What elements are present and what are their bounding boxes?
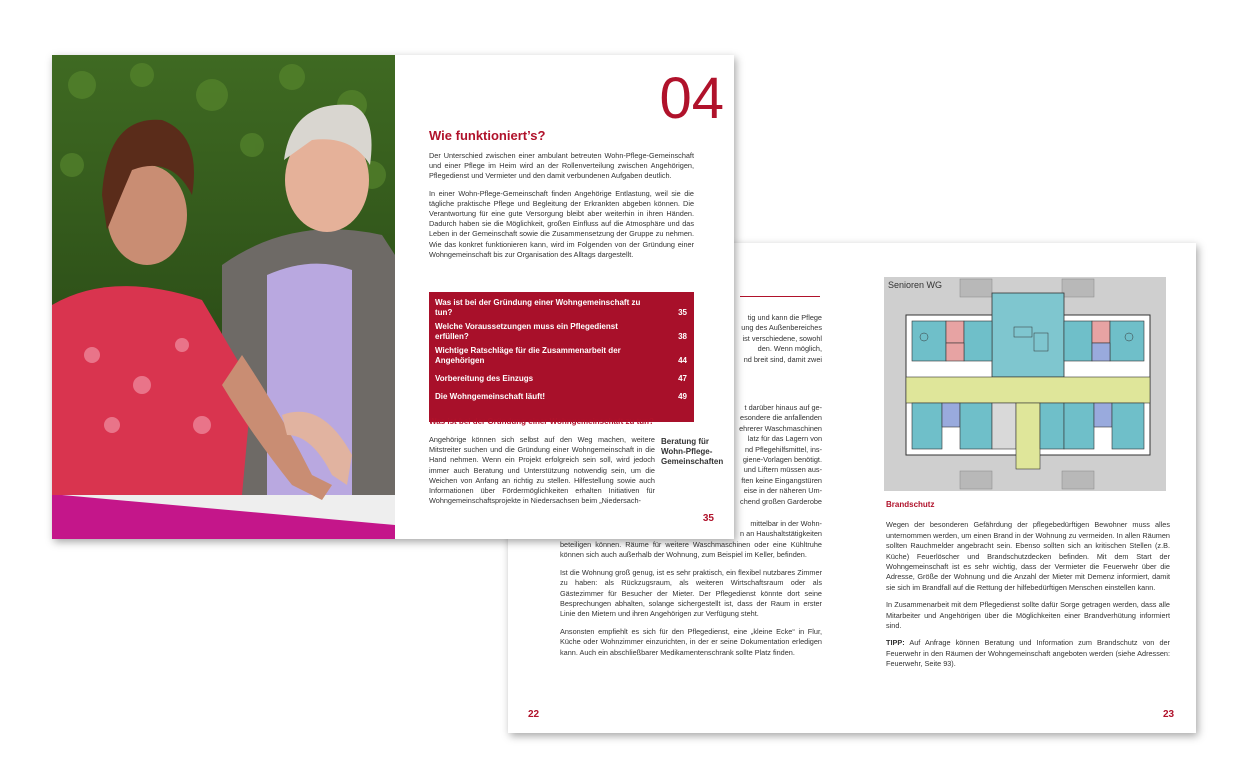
toc-item[interactable]: [435, 392, 687, 402]
peek-line: tig und kann die Pflege: [747, 313, 822, 322]
peek-line: nd breit sind, damit zwei: [743, 354, 822, 364]
left-page-rule: [740, 296, 820, 297]
cover-photo: [52, 55, 395, 539]
toc-item-title: Welche Voraussetzungen muss ein Pflegedienst erfüllen?: [435, 322, 618, 341]
floor-plan-title: Senioren WG: [888, 280, 943, 290]
toc-item-page: 35: [678, 308, 687, 317]
subheading: Was ist bei der Gründung einer Wohngemeinschaft zu tun?: [429, 417, 654, 426]
peek-line: und Liftern müssen aus-: [743, 465, 822, 475]
peek-line: mittelbar in der Wohn-: [750, 519, 822, 528]
peek-line: den. Wenn möglich,: [757, 344, 822, 354]
paragraph: Ist die Wohnung groß genug, ist es sehr praktisch, ein flexibel nutzbares Zimmer zu haben: als Rückzugsraum, als weiteren Wirtschaftsraum oder als Gästezimmer für Besucher der Mieter. Der Pflegedienst könnte dort seine Besprechungen abhalten, solange sichergestellt ist, dass der Raum in erster Linie den Mietern und ihren Angehörigen zur Verfügung steht.: [560, 567, 822, 619]
right-page-text: [886, 500, 1170, 677]
page-35: [395, 55, 734, 539]
intro-text: [429, 151, 694, 267]
peek-line: eise in der näheren Um-: [743, 486, 822, 496]
floor-plan-drawing: [884, 277, 1166, 491]
peek-column-top: [736, 313, 822, 365]
paragraph: In Zusammenarbeit mit dem Pflegedienst sollte dafür Sorge getragen werden, dass alle Mitarbeiter und Angehörigen über die Möglichkeiten einer Brandverhütung informiert sind.: [886, 600, 1170, 631]
paragraph: Der Unterschied zwischen einer ambulant betreuten Wohn-Pflege-Gemeinschaft und einer Pflege im Heim wird an der Rollenverteilung zwischen Angehörigen, Pflegedienst und Vermieter und den damit verbundenen Aufgaben deutlich.: [429, 151, 694, 181]
tip-text: Auf Anfrage können Beratung und Information zum Brandschutz von der Feuerwehr in den Räumen der Wohngemeinschaft angeboten werden (siehe Adressen: Feuerwehr, Seite 93).: [886, 638, 1170, 669]
peek-line: ung des Außenbereiches: [741, 323, 822, 333]
page-number-right: 23: [1163, 709, 1175, 720]
toc-item[interactable]: [435, 374, 687, 384]
peek-line: t darüber hinaus auf ge-: [744, 403, 822, 412]
left-page-text: [560, 540, 822, 665]
section-title-brandschutz: Brandschutz: [886, 500, 935, 509]
peek-line: nd Pflegehilfsmittel, ins-: [744, 444, 822, 454]
page-number: 35: [702, 513, 714, 524]
paragraph: Angehörige können sich selbst auf den Weg machen, weitere Mitstreiter suchen und die Gründung einer Wohngemeinschaft in die Hand nehmen. Wenn ein Projekt erfolgreich sein soll, wird jedoch immer auch Beratung und Unterstützung notwendig sein, um die Weichen von Anfang an richtig zu stellen. Hilfestellung sowie auch Informationen über Fördermöglichkeiten erhalten Initiativen für Wohngemeinschaftsprojekte in Niedersachsen beim „Niedersach-: [429, 435, 655, 506]
toc-item-page: 44: [678, 356, 687, 365]
peek-line: esondere die anfallenden: [740, 413, 822, 423]
peek-line: ften keine Eingangstüren: [741, 475, 822, 485]
sidebar-note: Beratung für Wohn-Pflege-Gemeinschaften: [661, 437, 724, 466]
peek-line: ehrerer Waschmaschinen: [739, 423, 822, 433]
paragraph: Wegen der besonderen Gefährdung der pflegebedürftigen Bewohner muss alles unternommen werden, um einen Brand in der Wohnung zu vermeiden. In allen Räumen sollten Rauchmelder angebracht sein. Ebenso sollten sich an kritischen Stellen (z.B. Küche) Feuerlöscher und Brandschutzdecken befinden. Mit dem Start der Wohngemeinschaft ist es sehr wichtig, dass der Vermieter die Feuerwehr über die Adresse, Größe der Wohnung und die Anzahl der Mieter mit Demenz informiert, damit sie sich im Brandfall auf die Rettung der hilfebedürftigen Menschen einstellen kann.: [886, 520, 1170, 592]
tip-label: TIPP:: [886, 638, 905, 648]
paragraph: beteiligen können. Räume für weitere Waschmaschinen oder eine Kühltruhe können sich auch außerhalb der Wohnung, zum Beispiel im Keller, befinden.: [560, 540, 822, 560]
peek-line: giene-Vorlagen benötigt.: [742, 455, 822, 465]
toc-item[interactable]: [435, 298, 687, 318]
toc-item[interactable]: [435, 346, 687, 366]
toc-item-page: 49: [678, 392, 687, 401]
floor-plan: [884, 277, 1166, 491]
toc-item[interactable]: [435, 322, 687, 342]
paragraph: In einer Wohn-Pflege-Gemeinschaft finden Angehörige Entlastung, weil sie die tägliche praktische Pflege und Begleitung der Erkrankten abgeben können. Die Verantwortung für eine gute Versorgung bleibt aber weiterhin in ihren Händen. Dadurch haben sie die Möglichkeit, großen Einfluss auf die Atmosphäre und das Leben in der Gemeinschaft sowie die Zusammensetzung der Gruppe zu nehmen. Wie das konkret funktionieren kann, wird im Folgenden von der Gründung einer Wohngemeinschaft bis zur Organisation des Alltags dargestellt.: [429, 188, 694, 259]
page-heading: Wie funktioniert’s?: [429, 128, 546, 143]
chapter-number: 04: [659, 66, 724, 131]
toc-item-page: 47: [678, 374, 687, 383]
peek-line: chend großen Garderobe: [740, 496, 822, 506]
toc-item-title: Wichtige Ratschläge für die Zusammenarbeit der Angehörigen: [435, 346, 621, 365]
peek-line: ist verschiedene, sowohl: [742, 333, 822, 343]
toc-item-title: Vorbereitung des Einzugs: [435, 374, 534, 383]
peek-line: n an Haushaltstätigkeiten: [740, 529, 822, 539]
photo-illustration: [52, 55, 395, 539]
front-spread: [52, 55, 734, 539]
peek-line: latz für das Lagern von: [747, 434, 822, 444]
peek-column-mid: [736, 403, 822, 507]
paragraph: Ansonsten empfiehlt es sich für den Pflegedienst, eine „kleine Ecke“ in Flur, Küche oder Wohnzimmer einzurichten, in der er seine Dokumentation erledigen kann. Auch ein abschließbarer Medikamentenschrank sollte Platz finden.: [560, 626, 822, 657]
table-of-contents: [429, 292, 694, 422]
tip-paragraph: [886, 638, 1170, 669]
toc-item-title: Die Wohngemeinschaft läuft!: [435, 392, 546, 401]
body-text: [429, 435, 655, 513]
toc-item-title: Was ist bei der Gründung einer Wohngemeinschaft zu tun?: [435, 298, 641, 317]
toc-item-page: 38: [678, 332, 687, 341]
page-number-left: 22: [528, 709, 540, 720]
